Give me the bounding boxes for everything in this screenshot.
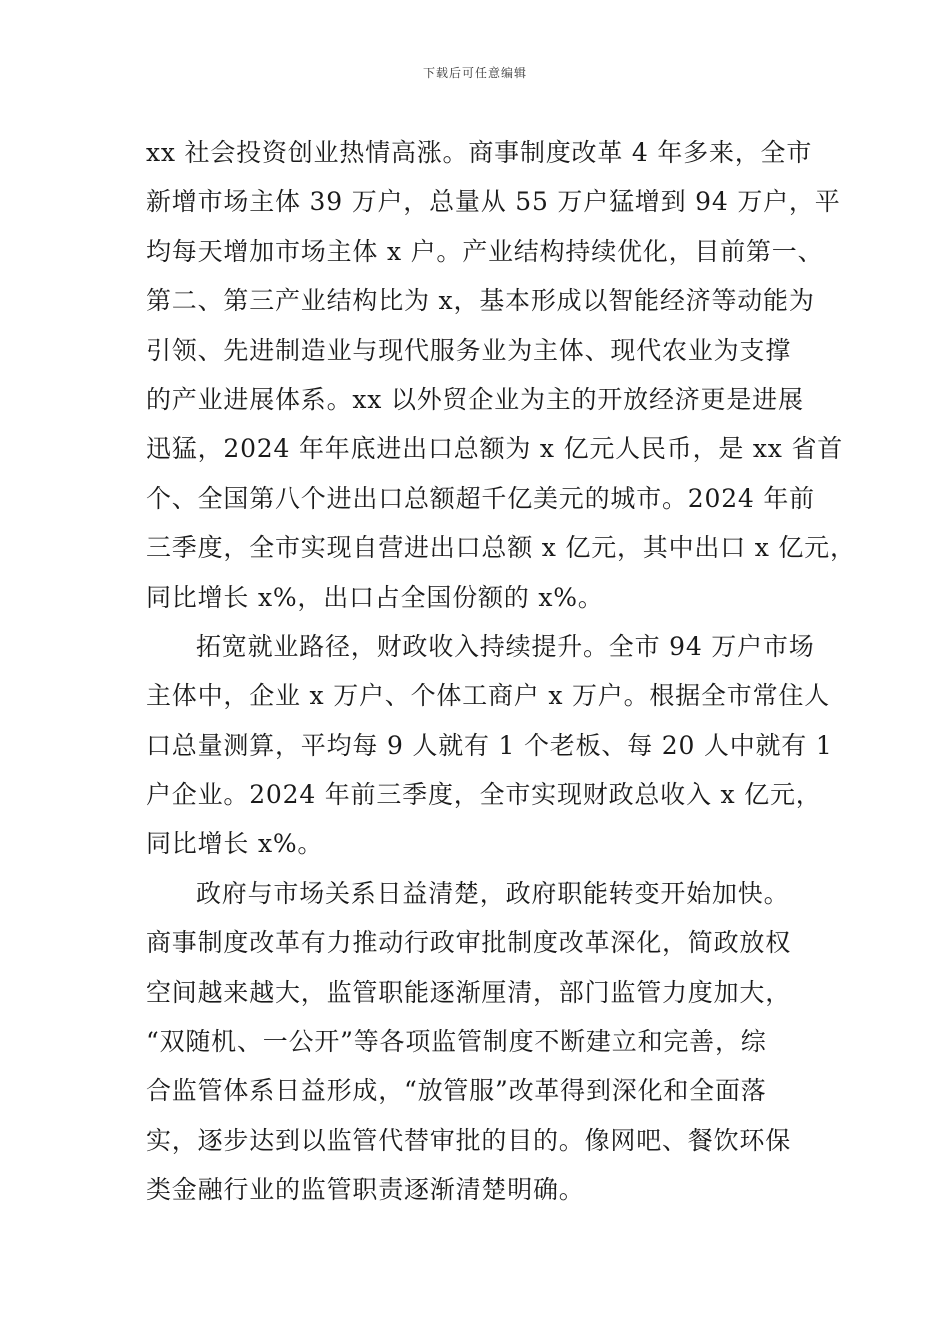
text-line: 新增市场主体 39 万户，总量从 55 万户猛增到 94 万户，平 [146,187,841,217]
paragraph-government [146,869,816,1215]
text-line: 同比增长 x%，出口占全国份额的 x%。 [146,582,604,612]
text-line: 空间越来越大，监管职能逐渐厘清，部门监管力度加大， [146,977,792,1007]
text-line: 合监管体系日益形成，“放管服”改革得到深化和全面落 [146,1076,767,1106]
text-line: 口总量测算，平均每 9 人就有 1 个老板、每 20 人中就有 1 [146,730,833,760]
paragraph-investment [146,128,856,622]
text-line: 拓宽就业路径，财政收入持续提升。全市 94 万户市场 [196,631,815,661]
text-line: 类金融行业的监管职责逐渐清楚明确。 [146,1175,585,1205]
text-line: 商事制度改革有力推动行政审批制度改革深化，简政放权 [146,928,792,958]
text-line: 政府与市场关系日益清楚，政府职能转变开始加快。 [196,878,790,908]
paragraph-employment [146,622,833,869]
text-line: 的产业进展体系。xx 以外贸企业为主的开放经济更是进展 [146,384,804,414]
document-body [146,128,856,1215]
text-line: 三季度，全市实现自营进出口总额 x 亿元，其中出口 x 亿元， [146,533,856,563]
text-line: 均每天增加市场主体 x 户。产业结构持续优化，目前第一、 [146,236,824,266]
text-line: 户企业。2024 年前三季度，全市实现财政总收入 x 亿元， [146,780,822,810]
text-line: 主体中，企业 x 万户、个体工商户 x 万户。根据全市常住人 [146,681,830,711]
text-line: 个、全国第八个进出口总额超千亿美元的城市。2024 年前 [146,483,815,513]
text-line: xx 社会投资创业热情高涨。商事制度改革 4 年多来，全市 [146,138,813,167]
text-line: 同比增长 x%。 [146,829,324,859]
text-line: 实，逐步达到以监管代替审批的目的。像网吧、餐饮环保 [146,1125,792,1155]
text-line: 迅猛，2024 年年底进出口总额为 x 亿元人民币，是 xx 省首 [146,434,844,464]
text-line: 第二、第三产业结构比为 x，基本形成以智能经济等动能为 [146,286,815,316]
text-line: “双随机、一公开”等各项监管制度不断建立和完善，综 [146,1027,767,1057]
text-line: 引领、先进制造业与现代服务业为主体、现代农业为支撑 [146,335,792,365]
page-header: 下载后可任意编辑 [422,66,527,80]
